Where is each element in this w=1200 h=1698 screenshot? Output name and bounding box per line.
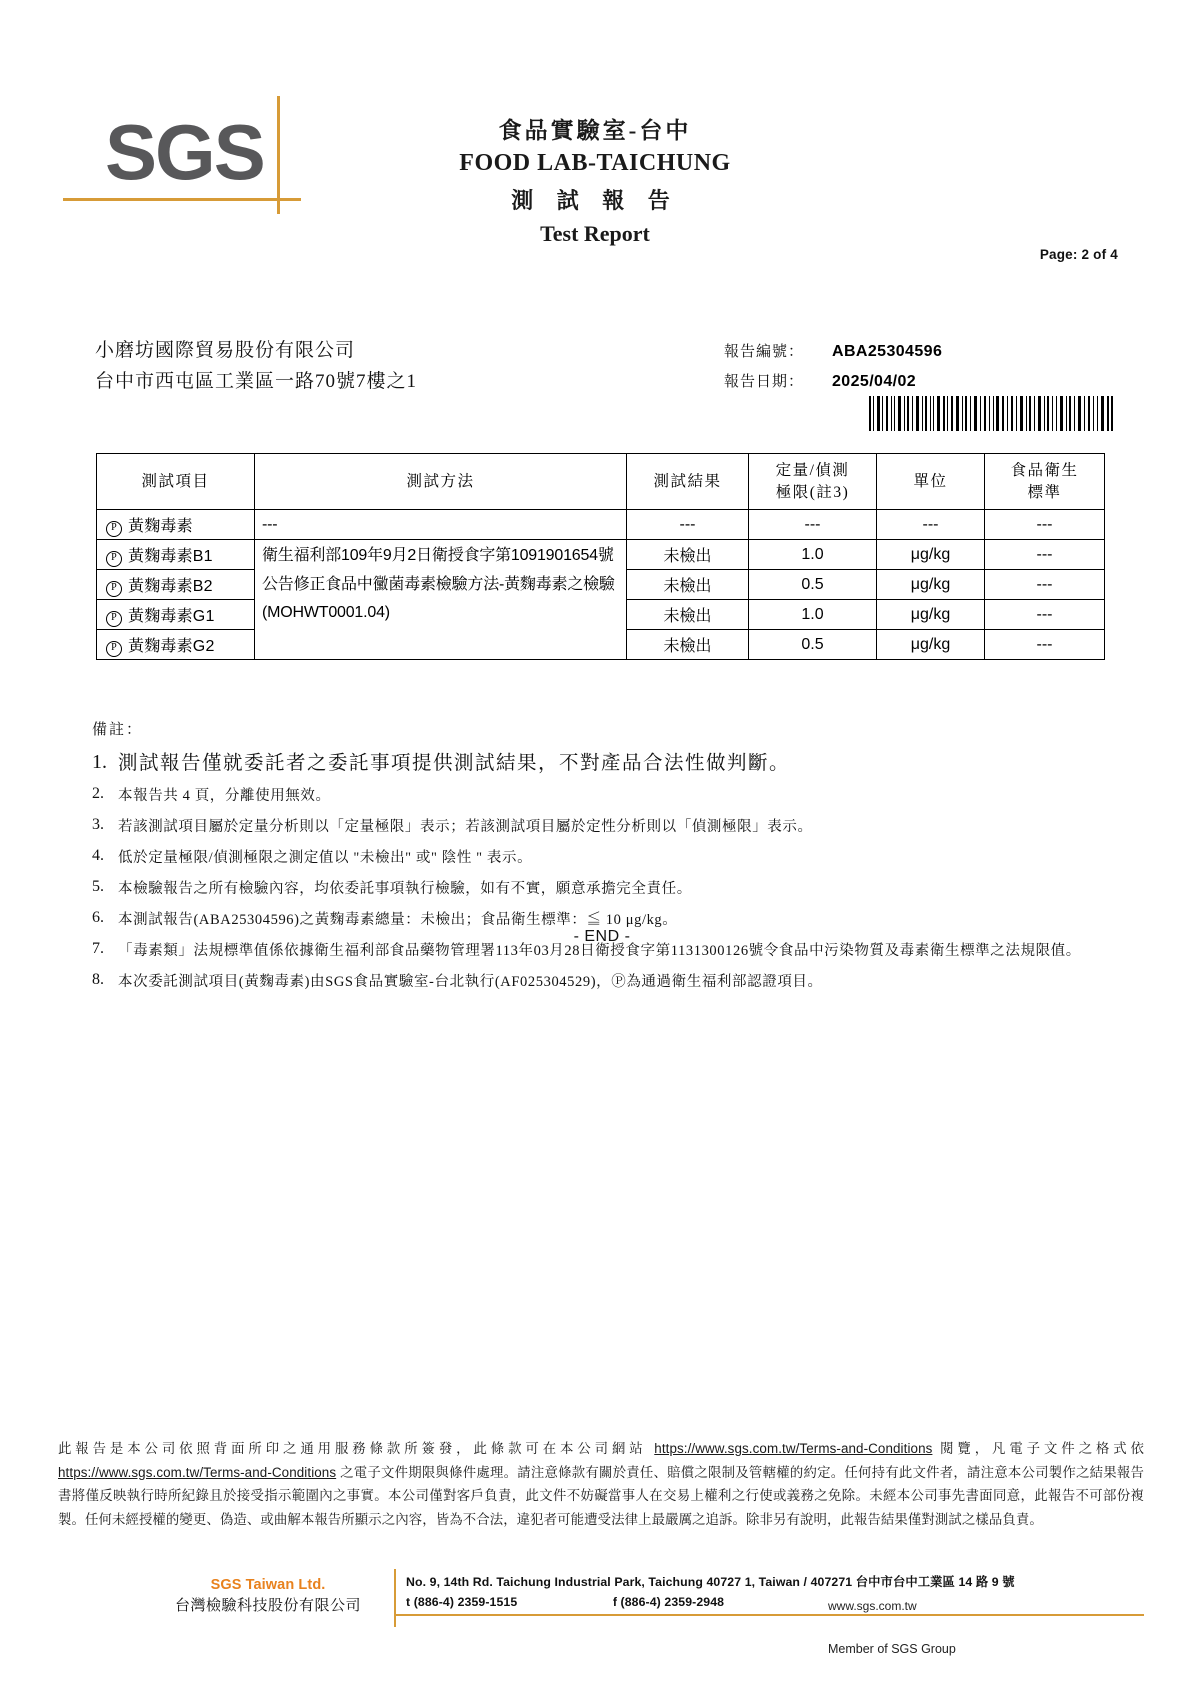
sgs-logo-text: SGS <box>105 108 264 196</box>
remark-number: 6. <box>92 909 104 926</box>
row-limit: 0.5 <box>749 630 877 660</box>
row-item-label: 黃麴毒素B1 <box>128 547 213 565</box>
remark-item <box>92 847 1112 870</box>
row-standard: --- <box>985 600 1105 630</box>
row-item-label: 黃麴毒素G2 <box>128 637 215 655</box>
legal-disclaimer <box>58 1437 1144 1531</box>
certification-p-icon: P <box>106 521 122 537</box>
remark-number: 8. <box>92 971 104 988</box>
certification-p-icon: P <box>106 641 122 657</box>
col-header-standard-line2: 標準 <box>1027 483 1062 501</box>
page-indicator: Page: 2 of 4 <box>1039 247 1118 262</box>
disclaimer-part-2: 閱覽，凡電子文件之格式依 <box>932 1441 1144 1456</box>
footer-horizontal-rule <box>394 1614 1144 1616</box>
col-header-method: 測試方法 <box>255 454 627 510</box>
remark-item <box>92 751 1112 777</box>
report-meta <box>724 340 942 400</box>
row-standard: --- <box>985 540 1105 570</box>
row-standard: --- <box>985 510 1105 540</box>
row-method: --- <box>255 510 627 540</box>
remark-number: 1. <box>92 751 107 773</box>
sgs-logo <box>105 108 305 207</box>
terms-link-2[interactable]: https://www.sgs.com.tw/Terms-and-Conditions <box>58 1464 337 1480</box>
end-of-report-marker: - END - <box>573 928 631 945</box>
method-line-2: 公告修正食品中黴菌毒素檢驗方法-黃麴毒素之檢驗 <box>262 575 615 593</box>
row-result: 未檢出 <box>627 540 749 570</box>
footer-fax: f (886-4) 2359-2948 <box>612 1595 725 1609</box>
footer-website[interactable]: www.sgs.com.tw <box>828 1599 917 1613</box>
barcode <box>868 396 1114 431</box>
footer-company-cn: 台灣檢驗科技股份有限公司 <box>174 1598 361 1614</box>
test-results-table <box>96 453 1105 660</box>
remark-text: 本次委託測試項目(黃麴毒素)由SGS食品實驗室-台北執行(AF025304529)，Ⓟ為通過衛生福利部認證項目。 <box>118 974 823 990</box>
row-item-label: 黃麴毒素B2 <box>128 577 213 595</box>
row-method-shared <box>255 540 627 660</box>
row-unit: μg/kg <box>877 540 985 570</box>
client-info <box>95 335 417 397</box>
terms-link-1[interactable]: https://www.sgs.com.tw/Terms-and-Conditions <box>654 1441 933 1456</box>
col-header-result: 測試結果 <box>627 454 749 510</box>
footer-company-en: SGS Taiwan Ltd. <box>210 1577 326 1593</box>
row-item-name <box>97 540 255 570</box>
footer-contact-block <box>406 1573 1146 1613</box>
footer-phone: t (886-4) 2359-1515 <box>406 1595 518 1609</box>
footer-address-cn: 407271 台中市台中工業區 14 路 9 號 <box>810 1575 1015 1589</box>
row-result: 未檢出 <box>627 630 749 660</box>
remark-number: 7. <box>92 940 104 957</box>
col-header-item: 測試項目 <box>97 454 255 510</box>
table-row <box>97 510 1105 540</box>
remark-text: 低於定量極限/偵測極限之測定值以 "未檢出" 或" 陰性 " 表示。 <box>118 850 533 866</box>
col-header-limit-line2: 極限(註3) <box>775 483 850 501</box>
logo-horizontal-rule <box>63 198 301 201</box>
document-title-cn: 測 試 報 告 <box>511 188 679 213</box>
method-line-3: (MOHWT0001.04) <box>262 604 390 621</box>
remark-item <box>92 971 1112 994</box>
remark-item <box>92 878 1112 901</box>
remark-text: 本檢驗報告之所有檢驗內容，均依委託事項執行檢驗，如有不實，願意承擔完全責任。 <box>118 881 692 897</box>
footer-address-en: No. 9, 14th Rd. Taichung Industrial Park, Taichung 40727 1, Taiwan / <box>406 1575 808 1589</box>
method-line-1: 衛生福利部109年9月2日衛授食字第1091901654號 <box>262 547 614 564</box>
footer-company-block <box>143 1575 393 1617</box>
remark-item <box>92 785 1112 808</box>
footer-vertical-rule <box>394 1569 396 1627</box>
remark-text: 若該測試項目屬於定量分析則以「定量極限」表示；若該測試項目屬於定性分析則以「偵測極限」表示。 <box>118 819 813 835</box>
row-result: 未檢出 <box>627 570 749 600</box>
report-number-value: ABA25304596 <box>832 343 943 360</box>
row-unit: --- <box>877 510 985 540</box>
footer-member-note: Member of SGS Group <box>828 1642 956 1656</box>
row-limit: 0.5 <box>749 570 877 600</box>
lab-name-cn: 食品實驗室-台中 <box>498 118 692 143</box>
row-item-name <box>97 510 255 540</box>
col-header-limit <box>749 454 877 510</box>
footer-address-bar <box>58 1575 1144 1655</box>
remarks-section <box>92 718 1112 1002</box>
row-limit: --- <box>749 510 877 540</box>
remark-item <box>92 816 1112 839</box>
report-date-row <box>724 370 942 391</box>
report-header <box>0 0 1200 300</box>
table-header-row <box>97 454 1105 510</box>
footer-address-line <box>406 1573 1146 1592</box>
row-limit: 1.0 <box>749 600 877 630</box>
client-company-name: 小磨坊國際貿易股份有限公司 <box>95 340 356 361</box>
row-item-name <box>97 600 255 630</box>
col-header-standard-line1: 食品衛生 <box>1010 461 1079 479</box>
remark-text: 「毒素類」法規標準值係依據衛生福利部食品藥物管理署113年03月28日衛授食字第1131300126號令食品中污染物質及毒素衛生標準之法規限值。 <box>118 943 1081 959</box>
row-standard: --- <box>985 570 1105 600</box>
remark-text: 本測試報告(ABA25304596)之黃麴毒素總量：未檢出；食品衛生標準：≦ 10 μg/kg。 <box>118 912 678 928</box>
report-date-value: 2025/04/02 <box>832 373 917 390</box>
row-limit: 1.0 <box>749 540 877 570</box>
remark-text: 測試報告僅就委託者之委託事項提供測試結果，不對產品合法性做判斷。 <box>118 753 791 774</box>
remark-number: 4. <box>92 847 104 864</box>
row-unit: μg/kg <box>877 570 985 600</box>
row-standard: --- <box>985 630 1105 660</box>
certification-p-icon: P <box>106 551 122 567</box>
disclaimer-part-3: 之電子文件期限與條件處理。請注意條款有關於責任、賠償之限制及管轄權的約定。任何持有此文件者，請注意本公司製作之結果報告書將僅反映執行時所紀錄且於接受指示範圍內之事實。本公司僅對客戶負責，此文件不妨礙當事人在交易上權利之行使或義務之免除。未經本公司事先書面同意，此報告不可部份複製。任何未經授權的變更、偽造、或曲解本報告所顯示之內容，皆為不合法，違犯者可能遭受法律上最嚴厲之追訴。除非另有說明，此報告結果僅對測試之樣品負責。 <box>58 1464 1144 1527</box>
row-result: 未檢出 <box>627 600 749 630</box>
remark-number: 2. <box>92 785 104 802</box>
row-unit: μg/kg <box>877 600 985 630</box>
col-header-unit: 單位 <box>877 454 985 510</box>
remark-number: 3. <box>92 816 104 833</box>
table-row <box>97 540 1105 570</box>
report-date-label: 報告日期： <box>724 374 805 390</box>
report-title-block <box>380 112 810 247</box>
row-item-name <box>97 570 255 600</box>
col-header-standard <box>985 454 1105 510</box>
certification-p-icon: P <box>106 611 122 627</box>
remarks-title: 備註： <box>92 722 144 738</box>
certification-p-icon: P <box>106 581 122 597</box>
row-result: --- <box>627 510 749 540</box>
col-header-limit-line1: 定量/偵測 <box>775 461 850 479</box>
footer-phone-line <box>406 1592 1146 1613</box>
report-number-label: 報告編號： <box>724 344 805 360</box>
row-unit: μg/kg <box>877 630 985 660</box>
document-title-en: Test Report <box>540 221 650 246</box>
report-number-row <box>724 340 942 361</box>
lab-name-en: FOOD LAB-TAICHUNG <box>459 150 731 176</box>
remark-text: 本報告共 4 頁，分離使用無效。 <box>118 788 331 804</box>
logo-vertical-rule <box>277 96 280 214</box>
row-item-label: 黃麴毒素G1 <box>128 607 215 625</box>
client-address: 台中市西屯區工業區一路70號7樓之1 <box>95 371 418 392</box>
row-item-label: 黃麴毒素 <box>128 517 193 535</box>
row-item-name <box>97 630 255 660</box>
disclaimer-part-1: 此報告是本公司依照背面所印之通用服務條款所簽發，此條款可在本公司網站 <box>58 1441 655 1456</box>
remark-number: 5. <box>92 878 104 895</box>
